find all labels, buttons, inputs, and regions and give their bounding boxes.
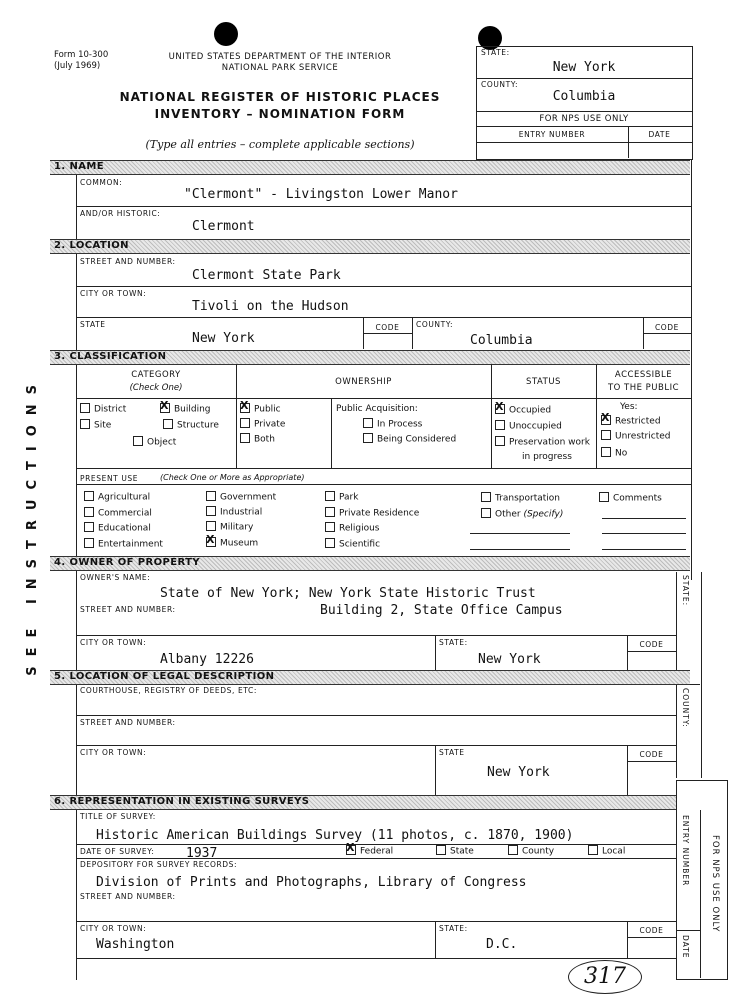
common-value: "Clermont" - Livingston Lower Manor <box>184 187 458 202</box>
see-instructions: SEE INSTRUCTIONS <box>25 375 40 676</box>
instruction: (Type all entries – complete applicable sections) <box>145 138 415 151</box>
accessible-heading: ACCESSIBLE <box>614 370 673 380</box>
form-title: NATIONAL REGISTER OF HISTORIC PLACES <box>119 90 441 104</box>
private-checkbox[interactable]: Private <box>240 419 285 430</box>
punch-hole <box>214 22 238 46</box>
survey-date-label: DATE OF SURVEY: <box>80 847 155 856</box>
section-legal-header: 5. LOCATION OF LEGAL DESCRIPTION <box>50 670 690 685</box>
check-one: (Check One) <box>129 383 183 393</box>
owner-name-value: State of New York; New York State Historic Trust <box>160 586 536 601</box>
county-survey-checkbox[interactable]: County <box>508 846 554 857</box>
survey-title-label: TITLE OF SURVEY: <box>80 812 156 821</box>
district-checkbox[interactable]: District <box>80 404 126 415</box>
historic-label: AND/OR HISTORIC: <box>80 209 161 218</box>
educational-checkbox[interactable]: Educational <box>84 523 151 534</box>
street-value: Clermont State Park <box>192 268 341 283</box>
in-process-checkbox[interactable]: In Process <box>363 419 422 430</box>
unoccupied-checkbox[interactable]: Unoccupied <box>495 421 562 432</box>
nps-use-only: FOR NPS USE ONLY <box>539 114 629 124</box>
state-value: New York <box>192 331 255 346</box>
owner-state-label: STATE: <box>439 638 468 647</box>
restricted-checkbox[interactable]: XRestricted <box>601 416 661 427</box>
museum-checkbox[interactable]: XMuseum <box>206 538 258 549</box>
occupied-checkbox[interactable]: XOccupied <box>495 405 551 416</box>
park-checkbox[interactable]: Park <box>325 492 358 503</box>
in-progress-label: in progress <box>522 452 572 462</box>
owner-state-value: New York <box>478 652 541 667</box>
legal-state-label: STATE <box>439 748 465 757</box>
owner-code-label: CODE <box>639 640 664 649</box>
owner-city-value: Albany 12226 <box>160 652 254 667</box>
state-value: New York <box>552 60 616 75</box>
status-heading: STATUS <box>526 377 561 387</box>
scientific-checkbox[interactable]: Scientific <box>325 539 380 550</box>
both-checkbox[interactable]: Both <box>240 434 275 445</box>
legal-city-label: CITY OR TOWN: <box>80 748 147 757</box>
form-date: (July 1969) <box>54 61 101 71</box>
transportation-checkbox[interactable]: Transportation <box>481 493 560 504</box>
city-label: CITY OR TOWN: <box>80 289 147 298</box>
side-state-label: STATE: <box>681 575 690 607</box>
no-checkbox[interactable]: No <box>601 448 627 459</box>
state-label: STATE: <box>481 48 510 57</box>
side-entry-number: ENTRY NUMBER <box>681 815 690 887</box>
survey-city-value: Washington <box>96 937 175 952</box>
date-label: DATE <box>648 130 671 139</box>
survey-title-value: Historic American Buildings Survey (11 photos, c. 1870, 1900) <box>96 828 574 843</box>
service: NATIONAL PARK SERVICE <box>221 63 339 73</box>
street-label: STREET AND NUMBER: <box>80 257 176 266</box>
building-checkbox[interactable]: X Building <box>160 404 211 415</box>
entry-number-label: ENTRY NUMBER <box>518 130 586 139</box>
section-location-header: 2. LOCATION <box>50 239 690 254</box>
side-date: DATE <box>681 935 690 959</box>
county-value: Columbia <box>470 333 533 348</box>
county-label: COUNTY: <box>481 80 519 89</box>
federal-checkbox[interactable]: X Federal <box>346 846 393 857</box>
other-checkbox[interactable]: Other (Specify) <box>481 509 563 520</box>
section-owner-header: 4. OWNER OF PROPERTY <box>50 556 690 571</box>
legal-state-value: New York <box>487 765 550 780</box>
yes-label: Yes: <box>620 402 638 412</box>
being-considered-checkbox[interactable]: Being Considered <box>363 434 456 445</box>
state-label: STATE <box>80 320 106 329</box>
entertainment-checkbox[interactable]: Entertainment <box>84 539 163 550</box>
courthouse-label: COURTHOUSE, REGISTRY OF DEEDS, ETC: <box>80 686 257 695</box>
section-classification-header: 3. CLASSIFICATION <box>50 350 690 365</box>
code-label-2: CODE <box>654 323 680 332</box>
object-checkbox[interactable]: Object <box>133 437 176 448</box>
public-acquisition-label: Public Acquisition: <box>336 404 418 414</box>
survey-state-value: D.C. <box>486 937 518 952</box>
city-value: Tivoli on the Hudson <box>192 299 349 314</box>
category-heading: CATEGORY <box>131 370 181 380</box>
code-label: CODE <box>375 323 400 332</box>
industrial-checkbox[interactable]: Industrial <box>206 507 262 518</box>
side-nps-use-only: FOR NPS USE ONLY <box>710 835 720 933</box>
ownership-heading: OWNERSHIP <box>335 377 392 387</box>
state-survey-checkbox[interactable]: State <box>436 846 474 857</box>
commercial-checkbox[interactable]: Commercial <box>84 508 152 519</box>
present-use-note: (Check One or More as Appropriate) <box>160 473 305 482</box>
side-county-label: COUNTY: <box>681 688 690 728</box>
survey-code-label: CODE <box>639 926 664 935</box>
religious-checkbox[interactable]: Religious <box>325 523 380 534</box>
accessible-heading-2: TO THE PUBLIC <box>607 383 680 393</box>
depository-label: DEPOSITORY FOR SURVEY RECORDS: <box>80 860 238 869</box>
department: UNITED STATES DEPARTMENT OF THE INTERIOR <box>168 52 392 62</box>
historic-value: Clermont <box>192 219 255 234</box>
owner-name-label: OWNER'S NAME: <box>80 573 151 582</box>
handwritten-page-number: 317 <box>568 960 642 994</box>
comments-checkbox[interactable]: Comments <box>599 493 662 504</box>
section-surveys-header: 6. REPRESENTATION IN EXISTING SURVEYS <box>50 795 676 810</box>
owner-street-label: STREET AND NUMBER: <box>80 605 176 614</box>
county-value: Columbia <box>552 89 616 104</box>
county-label: COUNTY: <box>416 320 454 329</box>
depository-value: Division of Prints and Photographs, Library of Congress <box>96 875 527 890</box>
survey-date-value: 1937 <box>186 846 218 861</box>
survey-city-label: CITY OR TOWN: <box>80 924 147 933</box>
unrestricted-checkbox[interactable]: Unrestricted <box>601 431 670 442</box>
common-label: COMMON: <box>80 178 123 187</box>
owner-city-label: CITY OR TOWN: <box>80 638 147 647</box>
present-use-label: PRESENT USE <box>80 474 139 483</box>
owner-street-value: Building 2, State Office Campus <box>320 603 563 618</box>
section-name-header: 1. NAME <box>50 160 690 175</box>
preservation-checkbox[interactable]: Preservation work <box>495 437 590 448</box>
public-checkbox[interactable]: XPublic <box>240 404 281 415</box>
legal-street-label: STREET AND NUMBER: <box>80 718 176 727</box>
site-checkbox[interactable]: Site <box>80 420 111 431</box>
military-checkbox[interactable]: Military <box>206 522 253 533</box>
survey-street-label: STREET AND NUMBER: <box>80 892 176 901</box>
form-number: Form 10-300 <box>54 50 109 60</box>
private-residence-checkbox[interactable]: Private Residence <box>325 508 419 519</box>
form-subtitle: INVENTORY – NOMINATION FORM <box>154 107 406 121</box>
legal-code-label: CODE <box>639 750 664 759</box>
structure-checkbox[interactable]: Structure <box>163 420 219 431</box>
government-checkbox[interactable]: Government <box>206 492 276 503</box>
local-survey-checkbox[interactable]: Local <box>588 846 625 857</box>
agricultural-checkbox[interactable]: Agricultural <box>84 492 150 503</box>
survey-state-label: STATE: <box>439 924 468 933</box>
